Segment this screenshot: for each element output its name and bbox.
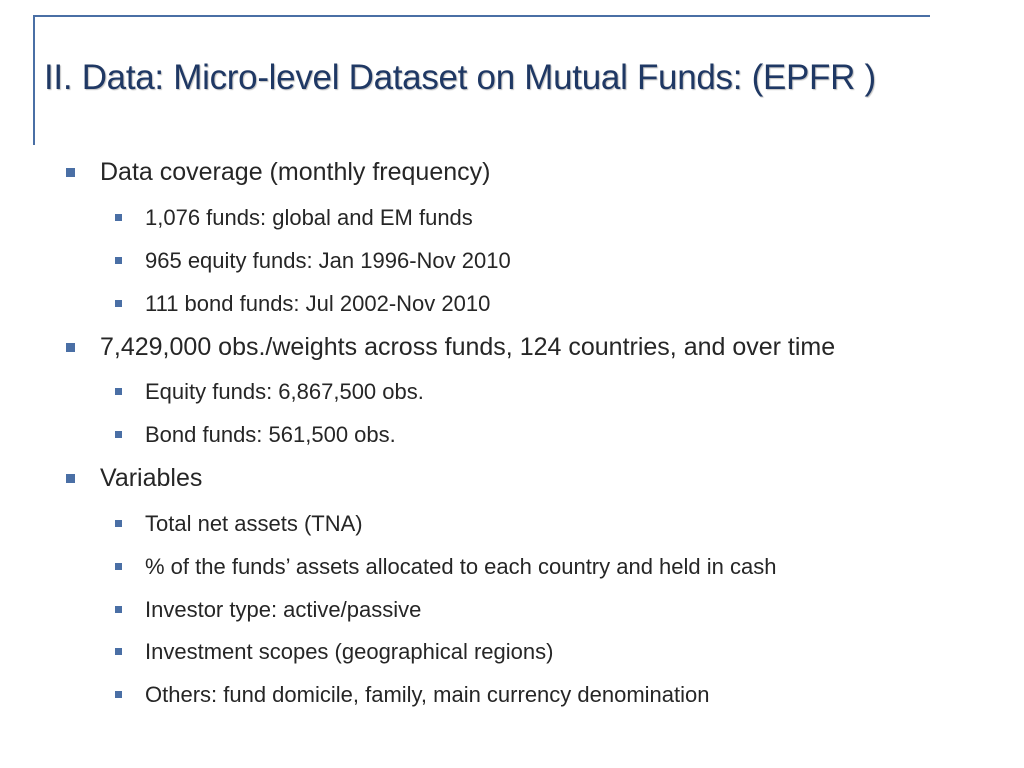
- bullet-text: Investment scopes (geographical regions): [145, 639, 554, 664]
- slide-title: II. Data: Micro-level Dataset on Mutual Funds: (EPFR ): [44, 58, 876, 97]
- sub-bullet-item-investment-scopes: [115, 639, 553, 665]
- square-bullet-icon: [115, 300, 122, 307]
- sub-bullet-item-equity-obs: [115, 379, 424, 405]
- bullet-text: Investor type: active/passive: [145, 597, 422, 622]
- square-bullet-icon: [115, 648, 122, 655]
- left-rule: [33, 15, 35, 145]
- square-bullet-icon: [115, 691, 122, 698]
- square-bullet-icon: [115, 431, 122, 438]
- square-bullet-icon: [66, 343, 75, 352]
- sub-bullet-item-funds-count: [115, 205, 473, 231]
- square-bullet-icon: [115, 606, 122, 613]
- square-bullet-icon: [115, 520, 122, 527]
- square-bullet-icon: [115, 563, 122, 570]
- square-bullet-icon: [115, 214, 122, 221]
- sub-bullet-item-allocation: [115, 554, 776, 580]
- bullet-text: Equity funds: 6,867,500 obs.: [145, 379, 424, 404]
- square-bullet-icon: [115, 257, 122, 264]
- bullet-text: % of the funds’ assets allocated to each country and held in cash: [145, 554, 777, 579]
- sub-bullet-item-tna: [115, 511, 363, 537]
- bullet-text: Bond funds: 561,500 obs.: [145, 422, 396, 447]
- sub-bullet-item-bond-funds: [115, 291, 490, 317]
- bullet-text: 111 bond funds: Jul 2002-Nov 2010: [145, 291, 491, 316]
- bullet-item-data-coverage: [66, 158, 490, 187]
- bullet-text: 965 equity funds: Jan 1996-Nov 2010: [145, 248, 511, 273]
- sub-bullet-item-others: [115, 682, 710, 708]
- sub-bullet-item-investor-type: [115, 597, 421, 623]
- square-bullet-icon: [66, 168, 75, 177]
- bullet-item-variables: [66, 464, 202, 493]
- bullet-text: Variables: [100, 464, 203, 492]
- bullet-item-observations: [66, 333, 835, 362]
- bullet-text: 7,429,000 obs./weights across funds, 124 countries, and over time: [100, 333, 836, 361]
- bullet-text: 1,076 funds: global and EM funds: [145, 205, 473, 230]
- bullet-text: Others: fund domicile, family, main currency denomination: [145, 682, 710, 707]
- bullet-text: Data coverage (monthly frequency): [100, 158, 491, 186]
- top-rule: [33, 15, 930, 17]
- sub-bullet-item-equity-funds: [115, 248, 511, 274]
- sub-bullet-item-bond-obs: [115, 422, 396, 448]
- square-bullet-icon: [66, 474, 75, 483]
- square-bullet-icon: [115, 388, 122, 395]
- bullet-text: Total net assets (TNA): [145, 511, 363, 536]
